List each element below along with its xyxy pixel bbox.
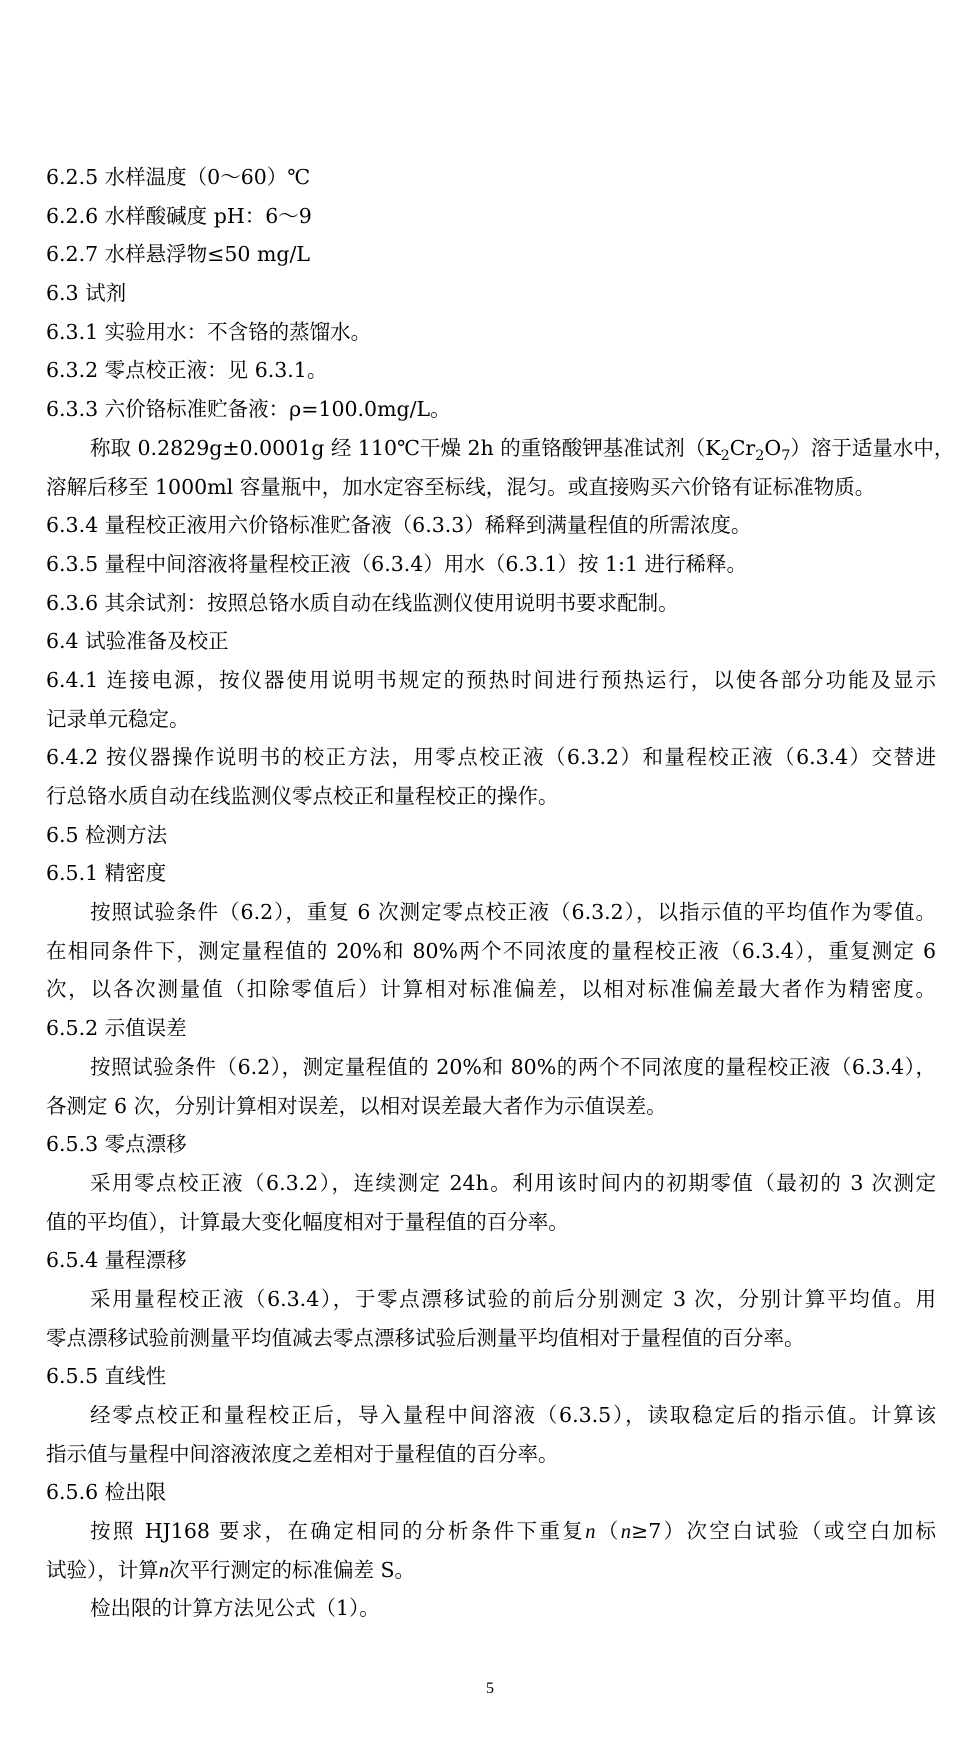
heading-6-5-6: 6.5.6 检出限 — [46, 1480, 167, 1505]
paragraph-line — [46, 429, 955, 468]
paragraph-line: 零点漂移试验前测量平均值减去零点漂移试验后测量平均值相对于量程值的百分率。 — [46, 1325, 805, 1350]
subscript: 2 — [720, 447, 730, 464]
section-6-4-title: 6.4 试验准备及校正 — [46, 629, 229, 654]
paragraph-6-5-5 — [46, 1396, 936, 1473]
math-variable: n — [620, 1521, 632, 1544]
text-run: O — [764, 435, 782, 460]
text-run: Cr — [729, 435, 756, 460]
document-body — [46, 158, 955, 1628]
paragraph-line: 采用零点校正液（6.3.2），连续测定 24h。利用该时间内的初期零值（最初的 3 次测定 — [90, 1170, 936, 1195]
paragraph-6-5-4 — [46, 1280, 936, 1357]
paragraph-6-3-3-body — [46, 429, 955, 506]
paragraph-line: 在相同条件下，测定量程值的 20%和 80%两个不同浓度的量程校正液（6.3.4），重复测定 6 — [46, 938, 936, 963]
subscript: 7 — [781, 447, 791, 464]
paragraph-6-5-1 — [46, 893, 936, 1009]
paragraph-line: 6.4.1 连接电源，按仪器使用说明书规定的预热时间进行预热运行，以使各部分功能及显示 — [46, 667, 936, 692]
paragraph-line: 记录单元稳定。 — [46, 706, 190, 731]
formula-reference: 检出限的计算方法见公式（1）。 — [90, 1596, 380, 1621]
paragraph-6-5-6 — [46, 1512, 936, 1589]
text-run: 试验），计算 — [46, 1557, 159, 1582]
section-6-3-title: 6.3 试剂 — [46, 281, 127, 306]
paragraph-line: 6.4.2 按仪器操作说明书的校正方法，用零点校正液（6.3.2）和量程校正液（6.3.4）交替进 — [46, 745, 936, 770]
item-6-3-2: 6.3.2 零点校正液：见 6.3.1。 — [46, 358, 328, 383]
paragraph-6-5-3 — [46, 1164, 936, 1241]
page-number: 5 — [486, 1680, 494, 1697]
heading-6-2-5: 6.2.5 水样温度（0～60）℃ — [46, 165, 311, 189]
math-variable: n — [158, 1559, 169, 1582]
heading-6-2-7: 6.2.7 水样悬浮物≤50 mg/L — [46, 242, 311, 267]
item-6-3-1: 6.3.1 实验用水：不含铬的蒸馏水。 — [46, 319, 372, 344]
text-run: （ — [595, 1519, 621, 1544]
heading-6-5-2: 6.5.2 示值误差 — [46, 1016, 187, 1041]
paragraph-line: 各测定 6 次，分别计算相对误差，以相对误差最大者作为示值误差。 — [46, 1093, 667, 1118]
heading-6-2-6: 6.2.6 水样酸碱度 pH：6～9 — [46, 203, 312, 228]
item-6-3-4: 6.3.4 量程校正液用六价铬标准贮备液（6.3.3）稀释到满量程值的所需浓度。 — [46, 513, 752, 538]
item-6-3-6: 6.3.6 其余试剂：按照总铬水质自动在线监测仪使用说明书要求配制。 — [46, 590, 679, 615]
heading-6-5-1: 6.5.1 精密度 — [46, 861, 167, 886]
paragraph-line: 行总铬水质自动在线监测仪零点校正和量程校正的操作。 — [46, 784, 559, 808]
math-variable: n — [585, 1521, 596, 1544]
heading-6-5-3: 6.5.3 零点漂移 — [46, 1132, 187, 1157]
paragraph-6-4-1 — [46, 661, 936, 738]
paragraph-line — [46, 1512, 936, 1551]
item-6-3-3: 6.3.3 六价铬标准贮备液：ρ=100.0mg/L。 — [46, 397, 451, 422]
subscript: 2 — [755, 447, 765, 464]
paragraph-6-4-2 — [46, 738, 936, 815]
text-run: ）溶于适量水中， — [790, 435, 955, 460]
text-run: 称取 0.2829g±0.0001g 经 110℃干燥 2h 的重铬酸钾基准试剂（K — [90, 435, 721, 460]
heading-6-5-5: 6.5.5 直线性 — [46, 1364, 167, 1389]
paragraph-line: 采用量程校正液（6.3.4），于零点漂移试验的前后分别测定 3 次，分别计算平均值。用 — [90, 1286, 936, 1311]
paragraph-line: 按照试验条件（6.2），测定量程值的 20%和 80%的两个不同浓度的量程校正液（6.3.4）， — [90, 1054, 936, 1079]
text-run: 按照 HJ168 要求，在确定相同的分析条件下重复 — [90, 1519, 586, 1544]
section-6-5-title: 6.5 检测方法 — [46, 822, 168, 847]
paragraph-line: 次，以各次测量值（扣除零值后）计算相对标准偏差，以相对标准偏差最大者作为精密度。 — [46, 977, 936, 1002]
paragraph-line: 按照试验条件（6.2），重复 6 次测定零点校正液（6.3.2），以指示值的平均值作为零值。 — [90, 900, 936, 925]
item-6-3-5: 6.3.5 量程中间溶液将量程校正液（6.3.4）用水（6.3.1）按 1:1 进行稀释。 — [46, 551, 748, 576]
paragraph-line: 值的平均值），计算最大变化幅度相对于量程值的百分率。 — [46, 1209, 569, 1234]
paragraph-line: 溶解后移至 1000ml 容量瓶中，加水定容至标线，混匀。或直接购买六价铬有证标准物质。 — [46, 474, 876, 499]
paragraph-6-5-2 — [46, 1048, 936, 1125]
paragraph-line — [46, 1551, 936, 1590]
text-run: ≥7）次空白试验（或空白加标 — [631, 1519, 937, 1544]
paragraph-line: 指示值与量程中间溶液浓度之差相对于量程值的百分率。 — [46, 1441, 559, 1466]
paragraph-line: 经零点校正和量程校正后，导入量程中间溶液（6.3.5），读取稳定后的指示值。计算该 — [90, 1403, 936, 1427]
text-run: 次平行测定的标准偏差 S。 — [169, 1557, 416, 1582]
heading-6-5-4: 6.5.4 量程漂移 — [46, 1248, 187, 1273]
